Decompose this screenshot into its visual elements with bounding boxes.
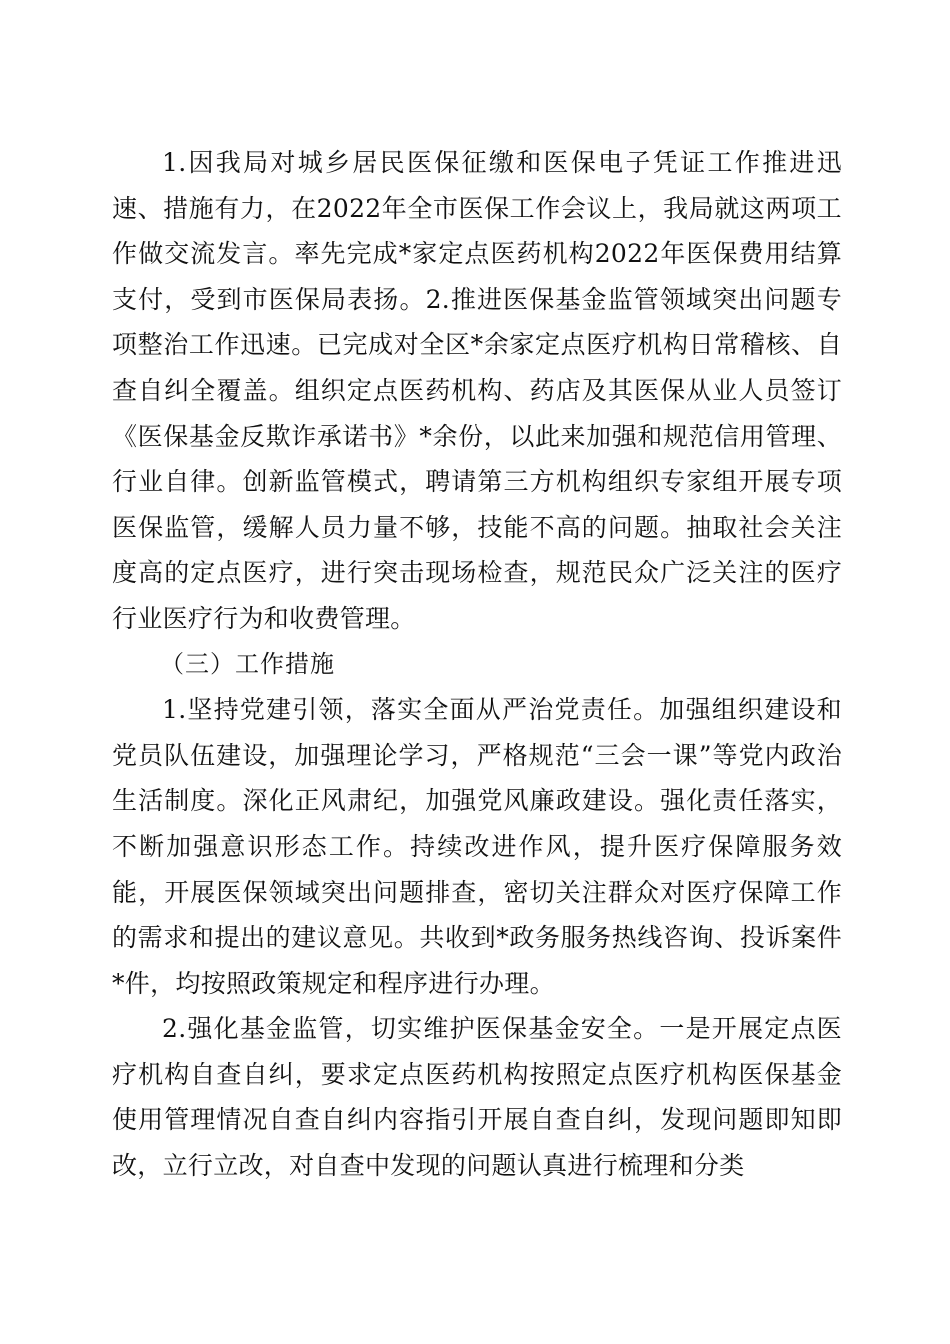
paragraph-party-building: 1.坚持党建引领，落实全面从严治党责任。加强组织建设和党员队伍建设，加强理论学习，严格规范“三会一课”等党内政治生活制度。深化正风肃纪，加强党风廉政建设。强化责任落实，不断加强意识形态工作。持续改进作风，提升医疗保障服务效能，开展医保领域突出问题排查，密切关注群众对医疗保障工作的需求和提出的建议意见。共收到*政务服务热线咨询、投诉案件*件，均按照政策规定和程序进行办理。 [112, 695, 842, 998]
document-body [112, 140, 842, 1189]
paragraph-fund-supervision: 2.强化基金监管，切实维护医保基金安全。一是开展定点医疗机构自查自纠，要求定点医药机构按照定点医疗机构医保基金使用管理情况自查自纠内容指引开展自查自纠，发现问题即知即改，立行立改，对自查中发现的问题认真进行梳理和分类 [112, 1014, 842, 1181]
section-heading-work-measures: （三）工作措施 [160, 649, 335, 678]
paragraph-achievements: 1.因我局对城乡居民医保征缴和医保电子凭证工作推进迅速、措施有力，在2022年全市医保工作会议上，我局就这两项工作做交流发言。率先完成*家定点医药机构2022年医保费用结算支付，受到市医保局表扬。2.推进医保基金监管领域突出问题专项整治工作迅速。已完成对全区*余家定点医疗机构日常稽核、自查自纠全覆盖。组织定点医药机构、药店及其医保从业人员签订《医保基金反欺诈承诺书》*余份，以此来加强和规范信用管理、行业自律。创新监管模式，聘请第三方机构组织专家组开展专项医保监管，缓解人员力量不够，技能不高的问题。抽取社会关注度高的定点医疗，进行突击现场检查，规范民众广泛关注的医疗行业医疗行为和收费管理。 [112, 148, 842, 633]
